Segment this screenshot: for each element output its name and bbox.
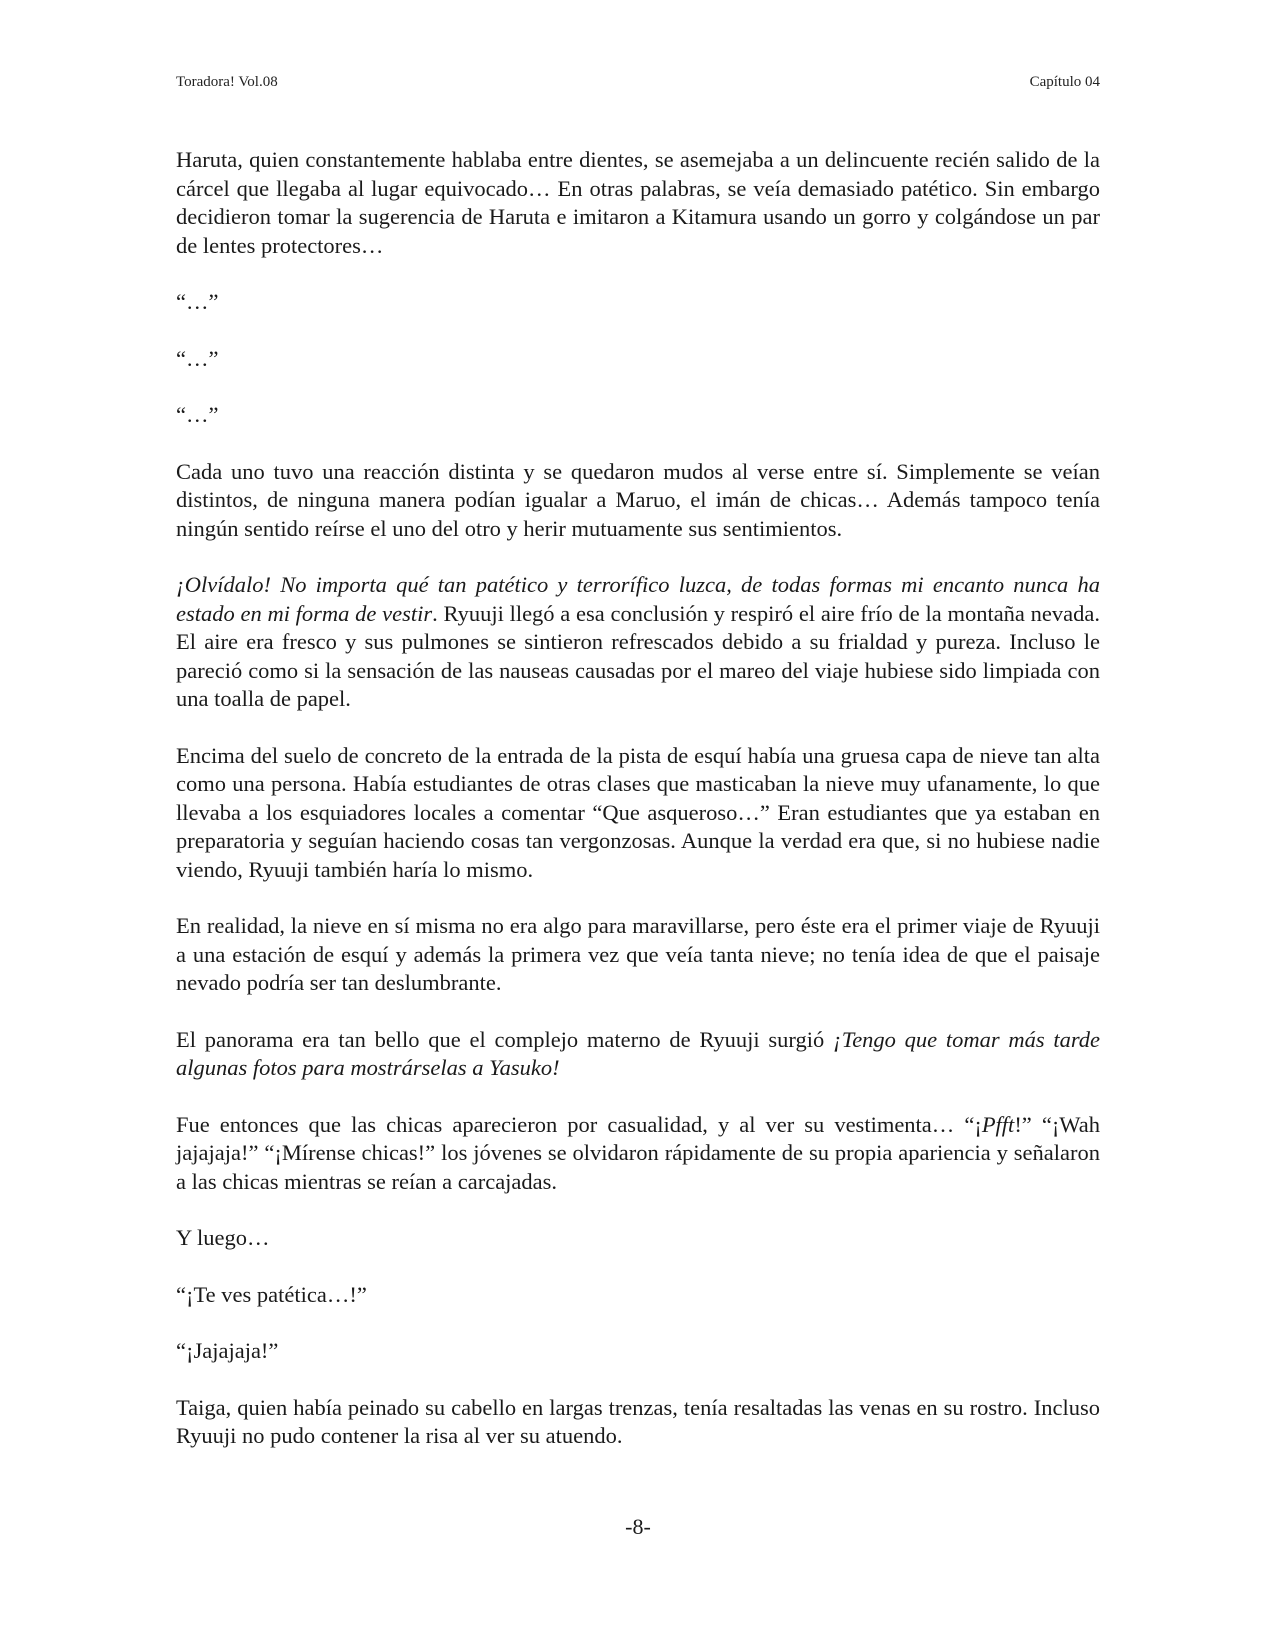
italic-word: Pfft [981,1111,1015,1137]
paragraph: Fue entonces que las chicas aparecieron por casualidad, y al ver su vestimenta… “¡Pfft!” “¡Wah jajajaja!” “¡Mírense chicas!” los jóvenes se olvidaron rápidamente de su propia apariencia y señalaron a las chicas mientras se reían a carcajadas. [176,1111,1100,1194]
paragraph: Y luego… [176,1225,270,1250]
paragraph: Cada uno tuvo una reacción distinta y se quedaron mudos al verse entre sí. Simplemente se veían distintos, de ninguna manera podían igualar a Maruo, el imán de chicas… Además tampoco tenía ningún sentido reírse el uno del otro y herir mutuamente sus sentimientos. [176,458,1100,541]
header-chapter: Capítulo 04 [1029,74,1100,90]
paragraph: ¡Olvídalo! No importa qué tan patético y terrorífico luzca, de todas formas mi encanto nunca ha estado en mi forma de vestir. Ryuuji llegó a esa conclusión y respiró el aire frío de la montaña nevada. El aire era fresco y sus pulmones se sintieron refrescados debido a su frialdad y pureza. Incluso le pareció como si la sensación de las nauseas causadas por el mareo del viaje hubiese sido limpiada con una toalla de papel. [176,572,1100,711]
paragraph: El panorama era tan bello que el complejo materno de Ryuuji surgió ¡Tengo que tomar más tarde algunas fotos para mostrárselas a Yasuko! [176,1026,1100,1080]
paragraph: “…” [176,345,219,371]
paragraph: “…” [176,289,219,314]
italic-thought: ¡Tengo que tomar más tarde algunas fotos para mostrárselas a Yasuko! [176,1026,1100,1080]
paragraph: Haruta, quien constantemente hablaba entre dientes, se asemejaba a un delincuente recién salido de la cárcel que llegaba al lugar equivocado… En otras palabras, se veía demasiado patético. Sin embargo decidieron tomar la sugerencia de Haruta e imitaron a Kitamura usando un gorro y colgándose un par de lentes protectores… [176,147,1100,258]
paragraph: Taiga, quien había peinado su cabello en largas trenzas, tenía resaltadas las venas en su rostro. Incluso Ryuuji no pudo contener la risa al ver su atuendo. [176,1394,1100,1448]
page-header [176,74,1100,91]
paragraph: “¡Jajajaja!” [176,1338,279,1363]
paragraph: “…” [176,402,219,427]
paragraph: Encima del suelo de concreto de la entrada de la pista de esquí había una gruesa capa de nieve tan alta como una persona. Había estudiantes de otras clases que masticaban la nieve muy ufanamente, lo que llevaba a los esquiadores locales a comentar “Que asqueroso…” Eran estudiantes que ya estaban en preparatoria y seguían haciendo cosas tan vergonzosas. Aunque la verdad era que, si no hubiese nadie viendo, Ryuuji también haría lo mismo. [176,742,1100,882]
italic-thought: ¡Olvídalo! No importa qué tan patético y terrorífico luzca, de todas formas mi encanto nunca ha estado en mi forma de vestir [176,572,1100,626]
paragraph: En realidad, la nieve en sí misma no era algo para maravillarse, pero éste era el primer viaje de Ryuuji a una estación de esquí y además la primera vez que veía tanta nieve; no tenía idea de que el paisaje nevado podría ser tan deslumbrante. [176,913,1100,995]
page-body [176,146,1100,1479]
header-book-title: Toradora! Vol.08 [176,74,278,90]
paragraph: “¡Te ves patética…!” [176,1281,367,1307]
page-number: -8- [625,1514,651,1539]
